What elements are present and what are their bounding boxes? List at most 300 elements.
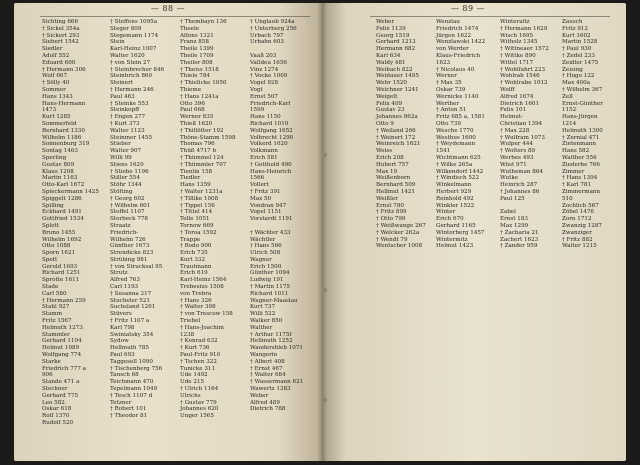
index-entry: † Steinke 553 [110,100,149,107]
left-column-2 [110,19,164,420]
left-column-1 [42,19,99,427]
index-entry: Paul 463 [110,93,135,100]
index-entry: Hans 582 [562,148,590,155]
index-entry: Weichner 1241 [376,86,419,93]
index-entry: † Hans 566 [250,243,282,250]
index-entry: † Stiebe 1196 [110,168,149,175]
index-entry: Teichmann 470 [110,379,154,386]
index-entry: Westhus 1600 [436,134,476,141]
index-entry: Zell [562,93,573,100]
index-entry: Klaus 1208 [42,168,74,175]
index-entry: Paul 693 [110,352,135,359]
index-entry: 1214 [562,120,577,127]
index-entry: Wüst 971 [500,161,527,168]
index-entry: Wutke [500,175,519,182]
index-entry: † von Strucksal 95 [110,263,163,270]
index-entry: Wagner-Maaslau [250,297,298,304]
index-entry: † Wilke 265a [436,161,473,168]
index-entry: Wintermitz [436,236,468,243]
index-entry: Strübing 981 [110,256,148,263]
right-column-3 [500,19,549,250]
index-entry: Gustav 809 [42,161,75,168]
index-entry: Ulrich 508 [250,250,281,257]
index-entry: Theile 1399 [180,46,214,53]
index-entry: Zimmer [562,168,585,175]
index-entry: Günther 1673 [110,243,150,250]
index-entry: † Wohlrabe 1012 [500,80,548,87]
index-entry: Martin 1528 [562,39,598,46]
index-entry: Spiggelt 1286 [42,195,82,202]
index-entry: Stölting [110,188,133,195]
index-entry: Werner 835 [180,114,214,121]
index-entry: † von Trescow 158 [180,311,233,318]
index-entry: † Arthur 1175f [250,331,292,338]
left-page-number: — 88 — [150,4,186,13]
index-entry: Fritz 912 [562,25,588,32]
index-entry: † Sickert 293 [42,32,80,39]
index-entry: Felix 1139 [376,25,406,32]
index-entry: Hellmuth 785 [110,345,149,352]
index-entry: † Tischenberg 756 [110,365,163,372]
index-entry: 1599 [250,107,265,114]
index-entry: † Wolters 89 [500,148,536,155]
index-entry: Thüß 4717 b [180,148,217,155]
index-entry: Fritz 1567 [42,318,72,325]
index-entry: Helmut 1089 [42,345,80,352]
index-entry: † Wohlfahrt 223 [500,66,546,73]
index-entry: Richard 1251 [42,270,81,277]
index-entry: † Hans-Joachim [180,324,224,331]
index-entry: Alfred 489 [250,399,280,406]
index-entry: Zeising [562,66,583,73]
index-entry: † Fritz 1107 a [110,318,150,325]
index-entry: † Fritz 882 [562,236,593,243]
index-entry: Hellmuth 1252 [250,338,293,345]
index-entry: † Welcker 262a [376,229,420,236]
index-entry: Tunicke 311 [180,365,216,372]
index-entry: † Theodor 81 [110,413,148,420]
index-entry: 1152 [562,107,577,114]
index-entry: Heinrich 287 [500,182,538,189]
index-entry: † Kurt 373 [110,120,140,127]
index-entry: 1541 [436,148,451,155]
index-entry: † Gustav 779 [180,399,217,406]
index-entry: Rudolf 520 [42,420,74,427]
index-entry: Adolf 552 [42,52,70,59]
index-entry: Erich 735 [180,250,208,257]
index-entry: Walther [250,324,273,331]
index-entry: Zochlich 567 [562,202,599,209]
index-entry: Hans-Jürgen [562,114,598,121]
index-entry: † Hans 1394 [562,175,598,182]
index-entry: Thöne-Stamm 1598 [180,134,236,141]
index-entry: Theile 1709 [180,52,214,59]
index-entry: † Otto 799 [376,216,406,223]
index-entry: Wisch 1695 [500,32,534,39]
index-entry: † Wittke 890 [500,52,536,59]
index-entry: Weißenborn [376,175,411,182]
index-entry: Paul-Fritz 910 [180,352,221,359]
index-entry: † Sölly 40 [42,80,70,87]
index-entry: Werner [436,73,457,80]
index-entry: Hans 1343 [42,93,73,100]
index-entry: Hellmut 1421 [376,188,415,195]
index-entry: Trappe [180,236,201,243]
index-entry: † Tesch 1107 d [110,392,153,399]
right-page-number: — 89 — [450,4,486,13]
index-entry: Winter [436,209,456,216]
index-entry [250,223,303,230]
index-entry: Friedrich-Karl [250,100,291,107]
index-entry: † Hermann 306 [42,66,86,73]
index-entry: von Werder [436,46,469,53]
index-entry: Zausch [562,19,583,25]
index-entry: Günther 1094 [250,270,290,277]
index-entry: Trebesius 1508 [180,284,224,291]
index-entry: † Wächter 433 [250,229,291,236]
index-entry: Erich 208 [376,154,404,161]
index-entry: † Martin 1175 [250,284,290,291]
index-entry: Zabel [500,209,516,216]
index-entry: † Zedel 233 [562,52,595,59]
index-entry: Stein [110,39,125,46]
index-entry: Kurt 737 [250,304,276,311]
index-entry: Gerold 1693 [42,263,78,270]
index-entry: † Max 228 [500,127,530,134]
index-entry: Dietrich 1601 [500,100,540,107]
index-entry: Hans-Heinrich [250,168,292,175]
index-entry: Walter 1215 [562,243,597,250]
index-entry [250,46,303,53]
index-entry: † Engen 277 [110,114,146,121]
index-entry: Thieß 1620 [180,120,213,127]
book-gutter [317,3,327,461]
index-entry: Spott [42,256,58,263]
index-entry: † Windisch 522 [436,175,480,182]
left-column-3 [180,19,236,420]
index-entry: Otto-Karl 1672 [42,182,85,189]
index-entry: Karl 798 [110,324,135,331]
index-entry: Helmut- [500,114,524,121]
index-entry: Volkmann [250,148,278,155]
index-entry: Sporn 1621 [42,250,76,257]
index-entry: Ulrichs [180,392,201,399]
index-entry: Wolfgang 1652 [250,127,293,134]
index-entry: Weinreich 1621 [376,141,421,148]
index-entry: Werbes 493 [500,154,534,161]
index-entry: Jürgen 1622 [436,32,472,39]
index-entry: Wenzlawski 1422 [436,39,486,46]
index-entry: Wentscher 1008 [376,243,423,250]
index-entry: Wulper 444 [500,141,533,148]
index-entry: Weber [376,19,395,25]
index-entry: Steger 809 [110,25,142,32]
index-entry: Otto 396 [180,100,205,107]
index-entry: Stiller 554 [110,175,140,182]
index-entry: Wangerin [250,352,278,359]
index-entry: Ernst 507 [250,93,278,100]
index-entry: Bernhard 1330 [42,127,85,134]
index-entry: Sontag 1463 [42,148,78,155]
index-entry: † Ernst 467 [250,365,283,372]
index-entry: † Fritz 391 [250,188,281,195]
index-entry: Vondran 947 [250,202,287,209]
index-entry: Wittel 1717 [500,59,534,66]
index-entry: Sydow [110,338,129,345]
index-entry: Friedrich 1474 [436,25,479,32]
index-entry: Tolle 1051 [180,216,210,223]
index-entry: Zorn 1712 [562,216,592,223]
binding-stitch [323,153,327,157]
index-entry: Eduard 600 [42,59,76,66]
index-entry: Ernst 183 [500,216,528,223]
index-entry: Willi 522 [250,311,276,318]
index-entry: 510 [562,195,573,202]
index-entry: Spieckermann 1425 [42,188,99,195]
index-entry: Hans 1150 [250,114,281,121]
index-entry: Gerhard 1213 [376,39,416,46]
index-entry: † Weinert 172 [376,134,416,141]
index-entry: Winkelmann [436,182,472,189]
index-entry: Zachert 1623 [500,236,539,243]
index-entry: † Zacharia 21 [500,229,539,236]
left-header-rule [40,16,310,17]
index-entry: † Hugo 122 [562,73,595,80]
binding-stitch [323,288,327,292]
index-entry: Stade [42,284,59,291]
index-entry: 1623 [436,59,451,66]
index-entry: Gerhard 1165 [436,222,476,229]
index-entry: Oskar 739 [436,86,466,93]
index-entry: Friedrich 777 a [42,365,87,372]
index-entry: Stahl 927 [42,304,70,311]
index-entry: Theiler 808 [180,59,213,66]
right-page [322,3,626,461]
index-entry: Zeidler 1475 [562,59,599,66]
index-entry: Hans-Hermann [42,100,86,107]
binding-stitch [323,398,327,402]
index-entry: † Konrad 632 [180,338,218,345]
index-entry: Richard 1010 [250,120,289,127]
index-entry: † Nicolaus 40 [436,66,475,73]
index-entry: † Walter 684 [250,372,286,379]
index-entry: † Thümmler 707 [180,161,227,168]
index-entry: Ude 215 [180,379,205,386]
index-entry: † Kurt 736 [180,345,210,352]
index-entry: Weigelt [376,93,398,100]
index-entry: Walter 907 [110,148,142,155]
index-entry: † Anton 51 [436,107,467,114]
index-entry: † Tillike 1008 [180,195,219,202]
index-entry: Stande 471 a [42,379,80,386]
index-entry: Weiss [376,148,393,155]
book-spread [14,3,626,461]
index-entry: Eckhard 1491 [42,209,82,216]
index-entry: Taggesell 1090 [110,358,153,365]
index-entry: Reinhold 492 [436,195,474,202]
index-entry: Wilhelm 726 [110,236,146,243]
index-entry: † Tittel 414 [180,209,213,216]
index-entry: Oskar 618 [42,406,72,413]
index-entry: Sonnenburg 319 [42,141,90,148]
index-entry: Zöbel 1476 [562,209,594,216]
index-entry: Weidauer 1495 [376,73,419,80]
index-entry: Stucheler 521 [110,297,150,304]
index-entry: Tepelmann 1049 [110,386,158,393]
index-entry: Storbeck 778 [110,216,148,223]
index-entry: Vorstardt 1191 [250,216,293,223]
index-entry: Johannes 862a [376,114,418,121]
index-entry: Straatz [110,222,131,229]
right-column-1 [376,19,426,250]
index-entry: † Max 35 [436,80,462,87]
right-header-rule [370,16,610,17]
index-entry: Helmuth 1300 [562,127,603,134]
index-entry: Hans 1359 [180,182,211,189]
index-entry: Stegemann 1174 [110,32,159,39]
index-entry: Karl 634 [376,52,401,59]
index-entry: Stamm [42,311,63,318]
index-entry: † Wilhelm 367 [562,86,603,93]
index-entry: Wawertz 1383 [250,386,291,393]
index-entry: Walker 850 [250,318,283,325]
index-entry: Weber [250,392,269,399]
index-entry: † Vocke 1009 [250,73,288,80]
index-entry: † Wilhelm 601 [110,202,151,209]
index-entry: Wilhelm 1186 [42,134,82,141]
index-entry: † Hermann 259 [42,297,86,304]
index-entry: Wenzlau [436,19,460,25]
index-entry: † Georg 602 [110,195,145,202]
index-entry: Georg 1519 [376,32,410,39]
index-entry: † Theiss 1518 [180,66,219,73]
index-entry: Alfred 763 [110,277,140,284]
index-entry: Helmuth 1273 [42,324,83,331]
index-entry: Splett [42,222,60,229]
index-entry: † Robert 101 [110,406,147,413]
index-entry: Stammler [42,331,70,338]
index-entry: Otto 9 [376,120,394,127]
index-entry: † Steinbrecher 846 [110,66,165,73]
index-entry: Spilling [42,202,64,209]
index-entry: Karl-Heinz 1564 [180,277,227,284]
index-entry: † Thümmel 124 [180,154,224,161]
index-entry: † Bodo 900 [180,243,212,250]
index-entry: Thomas 796 [180,141,215,148]
index-entry: Erich 581 [250,154,278,161]
index-entry: Wandershleb 1071 [250,345,303,352]
index-entry: Weißler [376,195,398,202]
index-entry: Volbrecht 1290 [250,134,294,141]
index-entry: Erich 1500 [250,263,282,270]
index-entry: † Thielicke 1050 [180,80,227,87]
index-entry: Waldy 481 [376,59,406,66]
index-entry: Wohlrab 1546 [500,73,540,80]
index-entry: Tornow 669 [180,222,214,229]
index-entry: Swiniatsky 354 [110,331,154,338]
index-entry: Zwanzig 1287 [562,222,602,229]
index-entry: † Thillötter 192 [180,127,224,134]
index-entry: Stüvers [110,311,132,318]
index-entry: Erich 670 [436,216,464,223]
index-entry: † Hermann 246 [110,86,154,93]
index-entry: Felix 409 [376,100,403,107]
index-entry: Dietrich 788 [250,406,286,413]
index-entry: Thieme [180,86,202,93]
index-entry: Suchsland 1261 [110,304,156,311]
index-entry: Walter 1620 [110,52,145,59]
index-entry: † Unglaub 924a [250,19,295,25]
index-entry: Steinert [110,80,134,87]
index-entry: Kurt 332 [180,256,206,263]
index-entry: Leo 582 [42,399,65,406]
index-entry: † Tippel 156 [180,202,215,209]
index-entry: † Wittneaer 1572 [500,46,549,53]
index-entry: † Weiland 266 [376,127,416,134]
index-entry: † Hans 1241a [180,93,219,100]
index-entry: Sichting 666 [42,19,79,25]
index-entry: † Gotthold 490 [250,161,292,168]
index-entry: Weibach 822 [376,66,413,73]
index-entry: Strendicke 823 [110,250,154,257]
index-entry: Kurt 1602 [562,32,591,39]
index-entry: Wächtler [250,236,276,243]
index-entry: Wutheman 864 [500,168,543,175]
index-entry: Urbahn 603 [250,39,284,46]
index-entry: † Wulfram 1073 [500,134,545,141]
index-entry: Werther [436,100,460,107]
index-entry: Otto 1088 [42,243,71,250]
index-entry: Wilhelm 1692 [42,236,82,243]
index-entry: Zwanziger [562,229,592,236]
index-entry: Urbach 797 [250,32,284,39]
index-entry: Max 19 [376,168,398,175]
index-entry: Martin 1163 [42,175,78,182]
right-column-2 [436,19,485,250]
index-entry: † Fritz 899 [376,209,407,216]
index-entry: Zimmermann [562,188,601,195]
index-entry: Wintorberg 1457 [436,229,485,236]
index-entry: Stoffel 1107 [110,209,145,216]
index-entry: Triebel [180,318,201,325]
index-entry: Christian 1394 [500,120,543,127]
index-entry: Siedler [42,46,63,53]
index-entry: † Weißwange 267 [376,222,426,229]
index-entry: Vogel 928 [250,80,279,87]
index-entry: Strutz [110,270,128,277]
index-entry: Sommer [42,86,66,93]
index-entry: † Ulrich 1164 [180,386,219,393]
index-entry: Gustav 23 [376,107,405,114]
index-entry: Alfons 1321 [180,32,214,39]
index-entry: Tiedler [180,175,201,182]
index-entry: Max 400a [562,80,591,87]
index-entry: Otto 739 [436,120,461,127]
index-entry: Franz 858 [180,39,209,46]
index-entry: Vogt [250,86,263,93]
index-entry: Sommerfeld [42,120,77,127]
index-entry: 906 [42,372,53,379]
index-entry: † Albert 408 [250,358,285,365]
index-entry: Bruno 1455 [42,229,76,236]
index-entry: Tansch 68 [110,372,139,379]
index-entry: Vaaß 203 [250,52,277,59]
index-entry: Carl 1193 [110,284,139,291]
index-entry: Hubert 757 [376,161,409,168]
index-entry: Paul 668 [180,107,205,114]
index-entry: Wesche 1770 [436,127,474,134]
index-entry: Wernicke 1140 [436,93,479,100]
